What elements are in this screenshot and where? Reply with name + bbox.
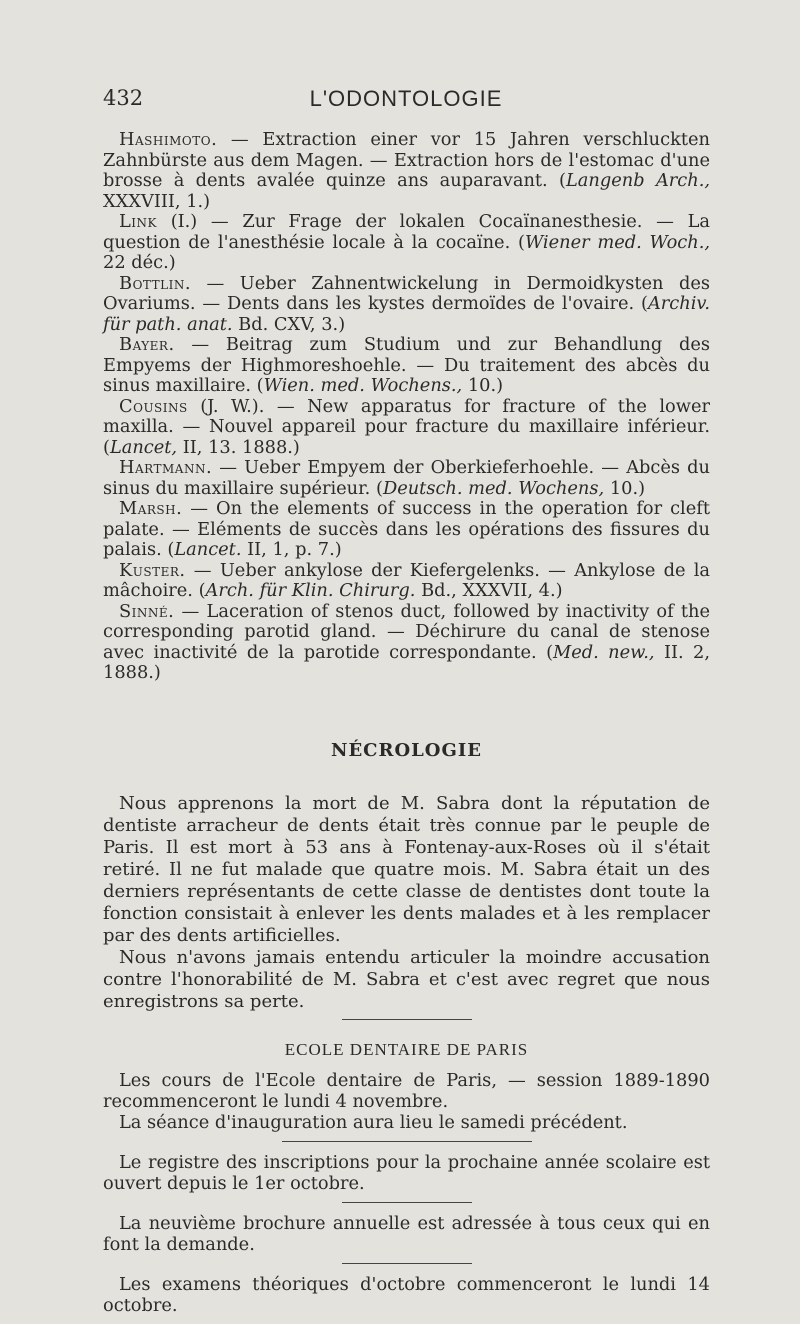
divider — [282, 1141, 532, 1142]
bibliography-list — [103, 130, 710, 684]
necrologie-heading: NÉCROLOGIE — [331, 739, 482, 761]
entry-text: (J. W.). — New apparatus for fracture of the lower maxilla. — Nouvel appareil pour fracture du maxillaire inférieur. ( — [103, 395, 710, 458]
bibliography-entry — [103, 397, 710, 459]
entry-tail: 10.) — [462, 375, 504, 396]
entry-author: Cousins — [119, 395, 188, 417]
entry-author: Bottlin. — [119, 272, 191, 294]
ecole-body — [103, 1070, 710, 1316]
entry-source: Archiv. für path. anat. — [103, 293, 710, 335]
entry-text: — Extraction einer vor 15 Jahren verschluckten Zahnbürste aus dem Magen. — Extraction hors de l'estomac d'une brosse à dents avalée quinze ans auparavant. ( — [103, 129, 710, 191]
bibliography-entry — [103, 212, 710, 274]
entry-tail: 22 déc.) — [103, 252, 176, 273]
entry-author: Link — [119, 211, 158, 232]
entry-tail: Bd., XXXVII, 4.) — [415, 580, 563, 601]
bibliography-entry — [103, 561, 710, 602]
entry-source: Lancet. — [174, 539, 242, 560]
entry-source: Med. new., — [553, 641, 655, 663]
bibliography-entry — [103, 458, 710, 499]
entry-tail: XXXVIII, 1.) — [103, 190, 211, 212]
entry-tail: II, 1, p. 7.) — [241, 539, 342, 560]
entry-tail: II, 13. 1888.) — [177, 436, 300, 458]
entry-author: Hartmann. — [119, 457, 213, 478]
entry-tail: 10.) — [604, 477, 646, 499]
page-number: 432 — [103, 86, 144, 110]
entry-author: Kuster. — [119, 559, 186, 581]
page-header — [103, 86, 709, 116]
ecole-paragraph: La neuvième brochure annuelle est adressée à tous ceux qui en font la demande. — [103, 1212, 710, 1255]
bibliography-entry — [103, 335, 710, 397]
entry-source: Arch. für Klin. Chirurg. — [205, 580, 416, 601]
entry-author: Bayer. — [119, 334, 175, 355]
bibliography-entry — [103, 602, 710, 684]
ecole-heading: ECOLE DENTAIRE DE PARIS — [284, 1039, 529, 1059]
ecole-paragraph: Les cours de l'Ecole dentaire de Paris, — session 1889-1890 recommenceront le lundi 4 novembre. — [103, 1069, 710, 1112]
divider — [342, 1263, 472, 1264]
bibliography-entry — [103, 499, 710, 561]
entry-source: Deutsch. med. Wochens, — [382, 477, 605, 499]
necrologie-body — [103, 793, 710, 1013]
entry-author: Hashimoto. — [119, 129, 218, 150]
entry-text: — On the elements of success in the operation for cleft palate. — Eléments de succès dans les opérations des fissures du palais. ( — [103, 498, 710, 560]
entry-text: — Beitrag zum Studium und zur Behandlung des Empyems der Highmoreshoehle. — Du traitement des abcès du sinus maxillaire. ( — [103, 334, 710, 396]
entry-text: — Ueber ankylose der Kiefergelenks. — Ankylose de la mâchoire. ( — [103, 559, 710, 601]
ecole-paragraph: La séance d'inauguration aura lieu le samedi précédent. — [119, 1111, 628, 1133]
entry-text: (I.) — Zur Frage der lokalen Cocaïnanesthesie. — La question de l'anesthésie locale à la cocaïne. ( — [103, 211, 710, 253]
entry-source: Langenb Arch., — [566, 170, 710, 191]
entry-text: — Ueber Empyem der Oberkieferhoehle. — Abcès du sinus du maxillaire supérieur. ( — [103, 457, 710, 499]
entry-tail: Bd. CXV, 3.) — [232, 313, 346, 335]
page-content — [103, 130, 710, 1316]
ecole-paragraph: Les examens théoriques d'octobre commenceront le lundi 14 octobre. — [103, 1273, 710, 1316]
bibliography-entry — [103, 274, 710, 336]
divider — [342, 1019, 472, 1020]
running-title: L'ODONTOLOGIE — [309, 86, 503, 111]
bibliography-entry — [103, 130, 710, 212]
entry-source: Wien. med. Wochens., — [263, 375, 463, 396]
entry-text: — Laceration of stenos duct, followed by inactivity of the corresponding parotid gland. — Déchirure du canal de stenose avec inactivité de la parotide correspondante. ( — [103, 600, 710, 663]
necrologie-paragraph: Nous apprenons la mort de M. Sabra dont la réputation de dentiste arracheur de dents était très connue par le peuple de Paris. Il est mort à 53 ans à Fontenay-aux-Roses où il s'était retiré. Il ne fut malade que quatre mois. M. Sabra était un des derniers représentants de cette classe de dentistes dont toute la fonction consistait à enlever les dents malades et à les remplacer par des dents artificielles. — [103, 792, 710, 946]
entry-text: — Ueber Zahnentwickelung in Dermoidkysten des Ovariums. — Dents dans les kystes dermoïdes de l'ovaire. ( — [103, 272, 710, 314]
entry-source: Wiener med. Woch., — [524, 231, 711, 253]
divider — [342, 1202, 472, 1203]
entry-author: Sinné. — [119, 600, 175, 622]
entry-source: Lancet, — [109, 436, 178, 458]
necrologie-paragraph: Nous n'avons jamais entendu articuler la moindre accusation contre l'honorabilité de M. Sabra et c'est avec regret que nous enregistrons sa perte. — [103, 946, 710, 1012]
entry-tail: II. 2, 1888.) — [103, 641, 710, 683]
ecole-paragraph: Le registre des inscriptions pour la prochaine année scolaire est ouvert depuis le 1er octobre. — [103, 1151, 710, 1194]
entry-author: Marsh. — [119, 498, 183, 519]
